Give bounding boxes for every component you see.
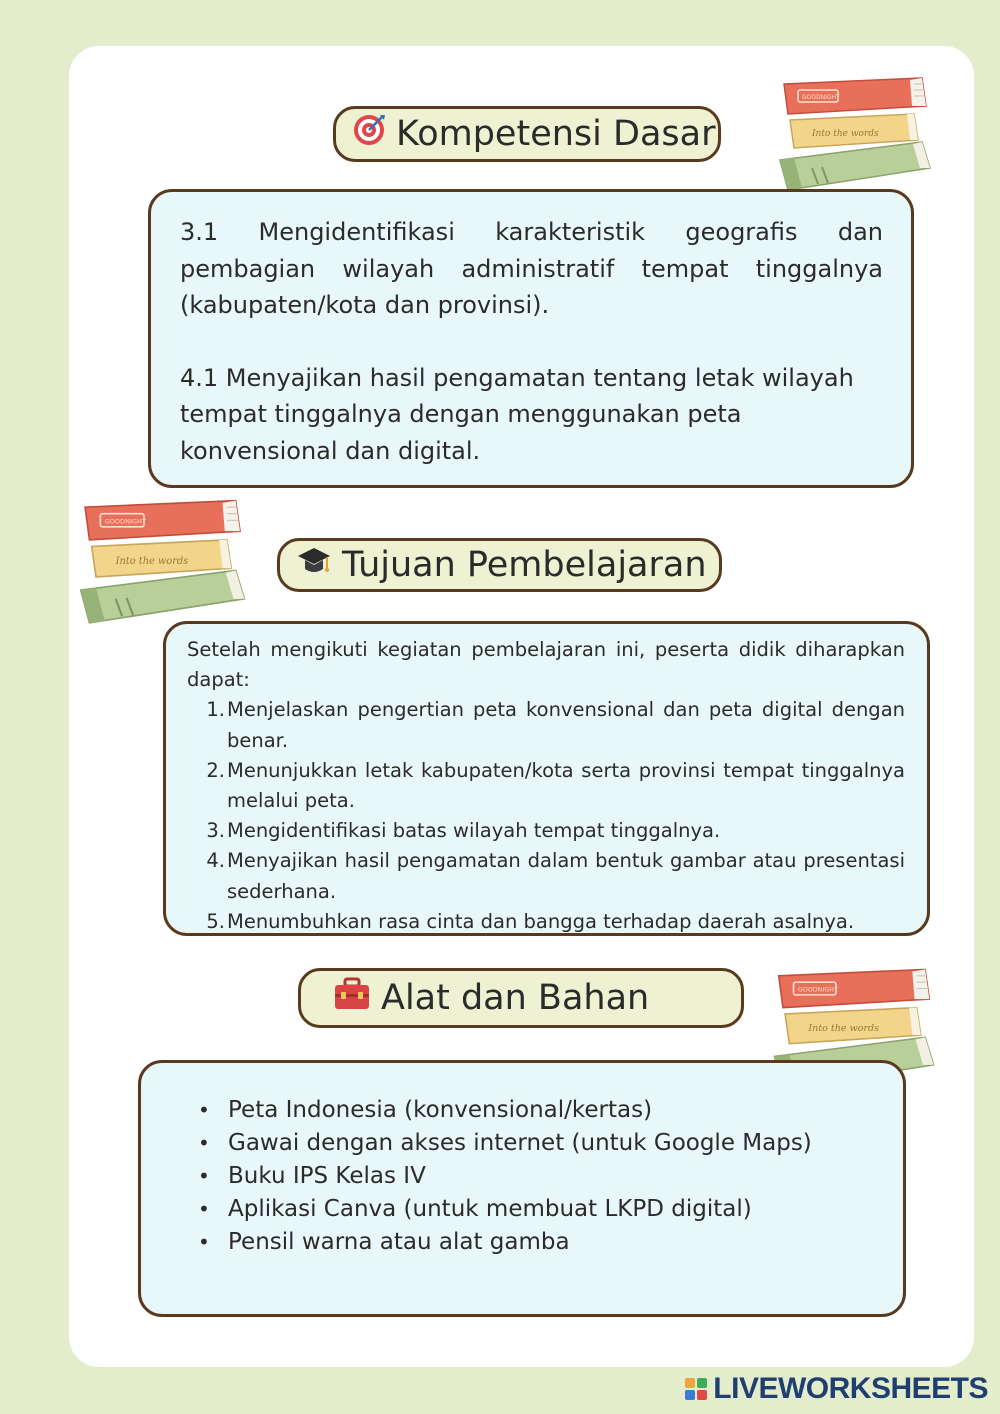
list-item: • Aplikasi Canva (untuk membuat LKPD digital) bbox=[198, 1196, 752, 1222]
liveworksheets-logo[interactable] bbox=[685, 1372, 988, 1406]
tujuan-title: Tujuan Pembelajaran bbox=[342, 545, 707, 585]
kompetensi-item: 3.1 Mengidentifikasi karakteristik geografis dan pembagian wilayah administratif tempat tinggalnya (kabupaten/kota dan provinsi). bbox=[180, 218, 883, 319]
book-stack-icon bbox=[772, 72, 937, 202]
tujuan-pembelajaran-heading bbox=[277, 538, 722, 592]
tujuan-intro: Setelah mengikuti kegiatan pembelajaran ini, peserta didik diharapkan dapat: bbox=[187, 638, 905, 692]
list-item: • Peta Indonesia (konvensional/kertas) bbox=[198, 1097, 653, 1123]
alat-title: Alat dan Bahan bbox=[381, 978, 650, 1018]
list-item: 1. Menjelaskan pengertian peta konvensional dan peta digital dengan benar. bbox=[206, 698, 905, 752]
kompetensi-item: 4.1 Menyajikan hasil pengamatan tentang letak wilayah tempat tinggalnya dengan menggunakan peta konvensional dan digital. bbox=[180, 363, 854, 465]
list-item: 2. Menunjukkan letak kabupaten/kota serta provinsi tempat tinggalnya melalui peta. bbox=[206, 758, 905, 813]
logo-icon bbox=[685, 1378, 707, 1400]
tujuan-list bbox=[187, 695, 905, 937]
list-item: • Gawai dengan akses internet (untuk Google Maps) bbox=[198, 1130, 812, 1156]
book-stack-icon bbox=[72, 494, 252, 636]
list-item: • Pensil warna atau alat gamba bbox=[198, 1229, 570, 1255]
logo-text: LIVEWORKSHEETS bbox=[713, 1372, 988, 1405]
tujuan-box bbox=[163, 621, 930, 936]
alat-bahan-heading bbox=[298, 968, 744, 1028]
toolbox-icon bbox=[333, 977, 371, 1020]
alat-list bbox=[198, 1094, 883, 1259]
list-item: 4. Menyajikan hasil pengamatan dalam bentuk gambar atau presentasi sederhana. bbox=[206, 849, 905, 903]
kompetensi-dasar-heading bbox=[333, 106, 721, 162]
alat-box bbox=[138, 1060, 906, 1317]
list-item: • Buku IPS Kelas IV bbox=[198, 1163, 426, 1189]
kompetensi-title: Kompetensi Dasar bbox=[396, 114, 716, 154]
kompetensi-box bbox=[148, 189, 914, 488]
list-item: 3. Mengidentifikasi batas wilayah tempat tinggalnya. bbox=[206, 819, 721, 843]
list-item: 5. Menumbuhkan rasa cinta dan bangga terhadap daerah asalnya. bbox=[206, 909, 855, 933]
graduation-cap-icon bbox=[296, 545, 332, 586]
target-icon bbox=[352, 113, 386, 156]
